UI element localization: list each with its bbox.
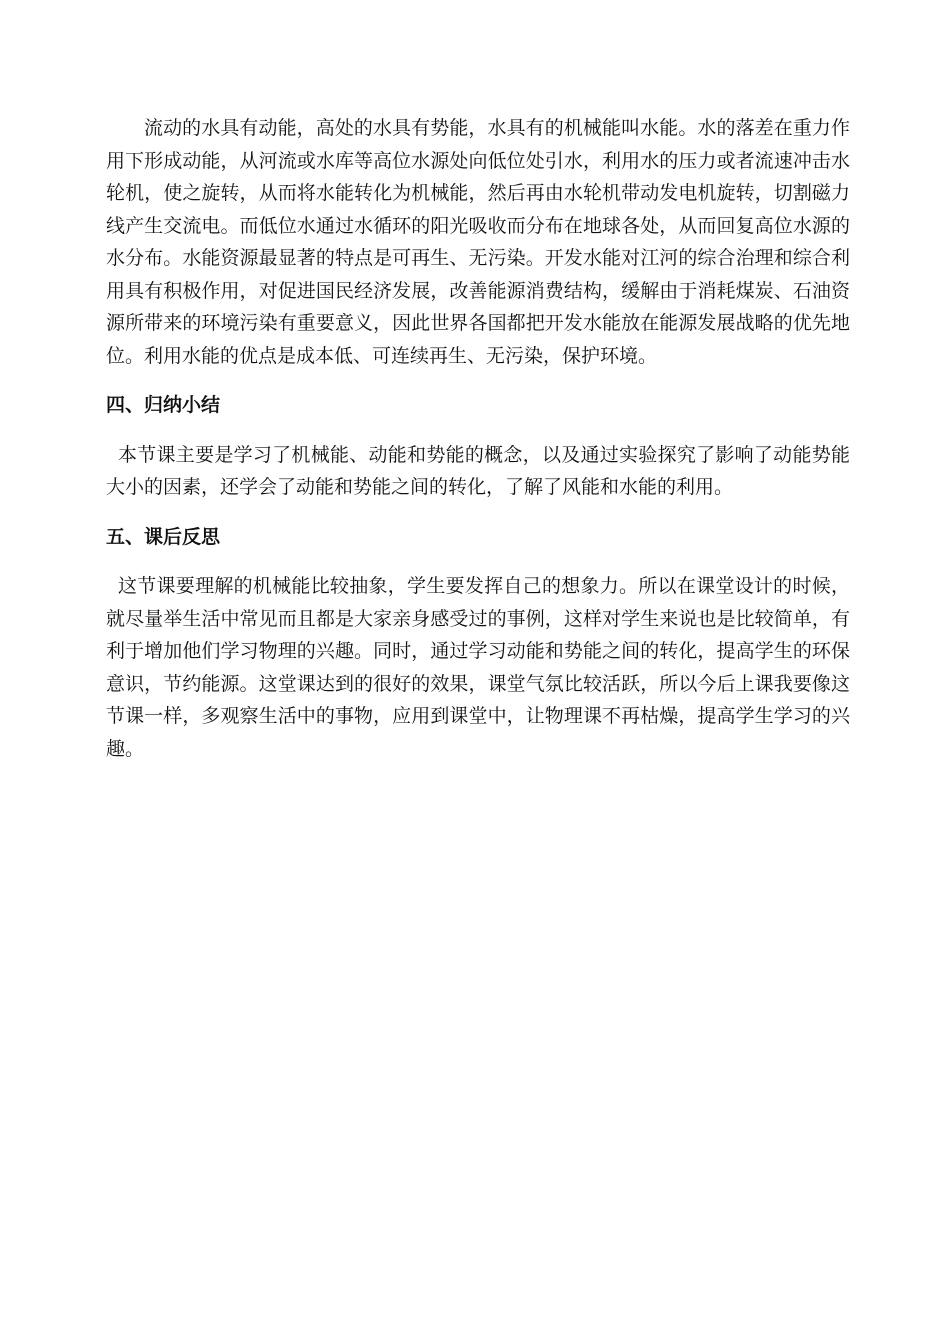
paragraph-reflection: 这节课要理解的机械能比较抽象，学生要发挥自己的想象力。所以在课堂设计的时候，就尽量举生活中常见而且都是大家亲身感受过的事例，这样对学生来说也是比较简单，有利于增加他们学习物理的兴趣。同时，通过学习动能和势能之间的转化，提高学生的环保意识，节约能源。这堂课达到的很好的效果，课堂气氛比较活跃，所以今后上课我要像这节课一样，多观察生活中的事物，应用到课堂中，让物理课不再枯燥，提高学生学习的兴趣。 <box>106 575 850 760</box>
paragraph-summary: 本节课主要是学习了机械能、动能和势能的概念，以及通过实验探究了影响了动能势能大小的因素，还学会了动能和势能之间的转化，了解了风能和水能的利用。 <box>106 443 850 498</box>
paragraph-hydropower: 流动的水具有动能，高处的水具有势能，水具有的机械能叫水能。水的落差在重力作用下形成动能，从河流或水库等高位水源处向低位处引水，利用水的压力或者流速冲击水轮机，使之旋转，从而将水能转化为机械能，然后再由水轮机带动发电机旋转，切割磁力线产生交流电。而低位水通过水循环的阳光吸收而分布在地球各处，从而回复高位水源的水分布。水能资源最显著的特点是可再生、无污染。开发水能对江河的综合治理和综合利用具有积极作用，对促进国民经济发展，改善能源消费结构，缓解由于消耗煤炭、石油资源所带来的环境污染有重要意义，因此世界各国都把开发水能放在能源发展战略的优先地位。利用水能的优点是成本低、可连续再生、无污染，保护环境。 <box>106 117 850 367</box>
section-heading-summary: 四、归纳小结 <box>106 394 221 416</box>
section-heading-reflection: 五、课后反思 <box>106 525 221 548</box>
document-body <box>106 112 850 765</box>
